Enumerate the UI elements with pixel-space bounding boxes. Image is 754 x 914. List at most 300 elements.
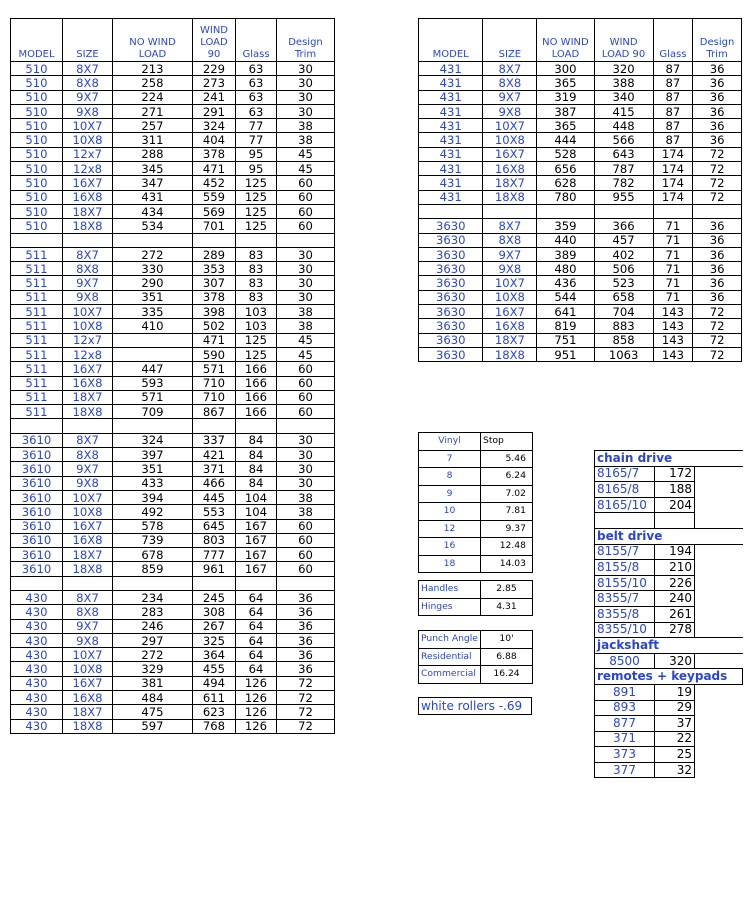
accessory-row <box>595 716 743 732</box>
no-wind-load-cell: 440 <box>537 233 594 247</box>
wind-load-cell: 324 <box>193 119 236 133</box>
table-row <box>11 119 335 133</box>
size-cell: 16X7 <box>63 176 113 190</box>
wind-load-cell: 701 <box>193 219 236 233</box>
glass-cell: 83 <box>236 276 277 290</box>
misc-row-label: Commercial <box>419 666 481 684</box>
accessory-price: 320 <box>655 653 695 669</box>
glass-cell: 71 <box>653 219 692 233</box>
empty-cell <box>695 622 743 638</box>
table-row <box>11 133 335 147</box>
design-trim-cell: 36 <box>693 62 742 76</box>
glass-cell: 84 <box>236 462 277 476</box>
model-cell: 431 <box>419 190 483 204</box>
design-trim-cell: 60 <box>277 519 335 533</box>
table-row <box>419 176 742 190</box>
accessory-group-title: chain drive <box>595 451 743 467</box>
accessory-part-number: 877 <box>595 716 655 732</box>
no-wind-load-cell: 480 <box>537 262 594 276</box>
accessory-group-title: remotes + keypads <box>595 669 743 685</box>
table-row <box>11 705 335 719</box>
header-design-trim: Design Trim <box>693 19 742 62</box>
glass-cell: 126 <box>236 676 277 690</box>
size-cell: 16X7 <box>63 519 113 533</box>
empty-cell <box>695 606 743 622</box>
wind-load-cell: 353 <box>193 262 236 276</box>
glass-cell: 125 <box>236 219 277 233</box>
size-cell: 10X8 <box>483 133 537 147</box>
accessory-price: 37 <box>655 716 695 732</box>
table-row <box>11 376 335 390</box>
design-trim-cell: 72 <box>277 719 335 733</box>
accessory-part-number: 8500 <box>595 653 655 669</box>
wind-load-cell: 245 <box>193 590 236 604</box>
design-trim-cell: 72 <box>277 705 335 719</box>
empty-cell <box>113 233 193 247</box>
empty-cell <box>277 576 335 590</box>
no-wind-load-cell: 257 <box>113 119 193 133</box>
wind-load-cell: 371 <box>193 462 236 476</box>
accessory-part-number: 891 <box>595 684 655 700</box>
accessory-row <box>595 731 743 747</box>
empty-cell <box>483 204 537 218</box>
accessory-group-header <box>595 528 743 544</box>
accessory-row <box>595 606 743 622</box>
design-trim-cell: 38 <box>277 133 335 147</box>
size-cell: 10X7 <box>483 119 537 133</box>
design-trim-cell: 72 <box>693 162 742 176</box>
table-row <box>419 347 742 361</box>
model-cell: 3610 <box>11 476 63 490</box>
size-cell: 8X7 <box>63 247 113 261</box>
model-cell: 431 <box>419 176 483 190</box>
glass-cell: 125 <box>236 190 277 204</box>
accessory-group-header <box>595 638 743 654</box>
no-wind-load-cell: 656 <box>537 162 594 176</box>
glass-cell: 143 <box>653 333 692 347</box>
vinyl-size: 10 <box>419 503 481 521</box>
size-cell: 10X8 <box>63 505 113 519</box>
design-trim-cell: 60 <box>277 176 335 190</box>
design-trim-cell: 38 <box>277 319 335 333</box>
empty-cell <box>236 576 277 590</box>
no-wind-load-cell: 389 <box>537 247 594 261</box>
no-wind-load-cell: 311 <box>113 133 193 147</box>
design-trim-cell: 36 <box>693 104 742 118</box>
table-row <box>11 162 335 176</box>
no-wind-load-cell: 351 <box>113 462 193 476</box>
table-row <box>11 605 335 619</box>
glass-cell: 174 <box>653 147 692 161</box>
wind-load-cell: 506 <box>594 262 653 276</box>
design-trim-cell: 60 <box>277 562 335 576</box>
no-wind-load-cell: 359 <box>537 219 594 233</box>
size-cell: 10X7 <box>63 305 113 319</box>
size-cell: 9X7 <box>483 90 537 104</box>
empty-cell <box>655 513 695 529</box>
table-row <box>419 233 742 247</box>
design-trim-cell: 38 <box>277 505 335 519</box>
design-trim-cell: 36 <box>277 590 335 604</box>
no-wind-load-cell: 246 <box>113 619 193 633</box>
table-row <box>11 448 335 462</box>
design-trim-cell: 60 <box>277 219 335 233</box>
accessory-row <box>595 747 743 763</box>
size-cell: 10X8 <box>483 290 537 304</box>
table-row <box>11 190 335 204</box>
glass-cell: 87 <box>653 119 692 133</box>
wind-load-cell: 445 <box>193 490 236 504</box>
accessory-price: 240 <box>655 591 695 607</box>
size-cell: 16X8 <box>483 162 537 176</box>
design-trim-cell: 72 <box>693 333 742 347</box>
size-cell: 16X7 <box>63 676 113 690</box>
empty-cell <box>695 575 743 591</box>
table-row <box>11 347 335 361</box>
design-trim-cell: 30 <box>277 262 335 276</box>
model-cell: 511 <box>11 319 63 333</box>
design-trim-cell: 36 <box>693 276 742 290</box>
model-cell: 510 <box>11 133 63 147</box>
model-cell: 431 <box>419 133 483 147</box>
empty-cell <box>236 233 277 247</box>
glass-cell: 83 <box>236 247 277 261</box>
wind-load-cell: 623 <box>193 705 236 719</box>
glass-cell: 143 <box>653 305 692 319</box>
stop-price: 9.37 <box>481 520 533 538</box>
glass-cell: 174 <box>653 190 692 204</box>
design-trim-cell: 72 <box>693 147 742 161</box>
no-wind-load-cell: 397 <box>113 448 193 462</box>
table-row <box>11 290 335 304</box>
no-wind-load-cell: 283 <box>113 605 193 619</box>
size-cell: 9X7 <box>63 276 113 290</box>
model-cell: 431 <box>419 90 483 104</box>
wind-load-cell: 787 <box>594 162 653 176</box>
glass-cell: 87 <box>653 90 692 104</box>
misc-row-value: 10' <box>481 631 533 649</box>
size-cell: 16X8 <box>63 533 113 547</box>
table-row <box>419 90 742 104</box>
model-cell: 3610 <box>11 433 63 447</box>
glass-cell: 167 <box>236 548 277 562</box>
no-wind-load-cell: 475 <box>113 705 193 719</box>
size-cell: 10X8 <box>63 133 113 147</box>
glass-cell: 126 <box>236 719 277 733</box>
glass-cell: 166 <box>236 362 277 376</box>
accessory-row <box>595 544 743 560</box>
vinyl-size: 8 <box>419 468 481 486</box>
no-wind-load-cell: 297 <box>113 633 193 647</box>
glass-cell: 167 <box>236 519 277 533</box>
model-cell: 3630 <box>419 319 483 333</box>
empty-cell <box>113 419 193 433</box>
no-wind-load-cell: 578 <box>113 519 193 533</box>
empty-cell <box>695 762 743 778</box>
size-cell: 16X8 <box>63 190 113 204</box>
model-cell: 3630 <box>419 219 483 233</box>
header-no-wind-load: NO WIND LOAD <box>537 19 594 62</box>
wind-load-cell: 471 <box>193 333 236 347</box>
glass-cell: 143 <box>653 319 692 333</box>
size-cell: 10X8 <box>63 662 113 676</box>
empty-cell <box>277 419 335 433</box>
accessory-price: 278 <box>655 622 695 638</box>
table-row <box>11 490 335 504</box>
vinyl-row <box>419 555 533 573</box>
model-cell: 511 <box>11 376 63 390</box>
table-row <box>11 362 335 376</box>
model-cell: 431 <box>419 147 483 161</box>
size-cell: 18X8 <box>63 562 113 576</box>
header-glass: Glass <box>236 19 277 62</box>
vinyl-size: 18 <box>419 555 481 573</box>
size-cell: 16X7 <box>483 305 537 319</box>
size-cell: 12x8 <box>63 347 113 361</box>
no-wind-load-cell: 290 <box>113 276 193 290</box>
table-row <box>11 548 335 562</box>
size-cell: 10X7 <box>483 276 537 290</box>
no-wind-load-cell: 288 <box>113 147 193 161</box>
design-trim-cell: 60 <box>277 548 335 562</box>
no-wind-load-cell: 351 <box>113 290 193 304</box>
stop-price: 7.81 <box>481 503 533 521</box>
model-cell: 3630 <box>419 276 483 290</box>
size-cell: 8X7 <box>483 219 537 233</box>
design-trim-cell: 36 <box>277 662 335 676</box>
design-trim-cell: 36 <box>693 133 742 147</box>
no-wind-load-cell: 271 <box>113 104 193 118</box>
wind-load-cell: 590 <box>193 347 236 361</box>
no-wind-load-cell: 213 <box>113 62 193 76</box>
size-cell: 16X7 <box>483 147 537 161</box>
design-trim-cell: 30 <box>277 462 335 476</box>
table-row <box>11 433 335 447</box>
spacer-row <box>11 419 335 433</box>
table-row <box>11 305 335 319</box>
table-row <box>11 176 335 190</box>
design-trim-cell: 38 <box>277 119 335 133</box>
wind-load-cell: 457 <box>594 233 653 247</box>
empty-cell <box>695 544 743 560</box>
size-cell: 16X8 <box>63 376 113 390</box>
model-cell: 3630 <box>419 233 483 247</box>
model-cell: 511 <box>11 390 63 404</box>
wind-load-cell: 402 <box>594 247 653 261</box>
accessory-row <box>595 762 743 778</box>
spacer-row <box>419 204 742 218</box>
empty-cell <box>595 513 655 529</box>
glass-cell: 63 <box>236 76 277 90</box>
model-cell: 430 <box>11 705 63 719</box>
glass-cell: 71 <box>653 262 692 276</box>
no-wind-load-cell <box>113 347 193 361</box>
empty-cell <box>537 204 594 218</box>
no-wind-load-cell: 593 <box>113 376 193 390</box>
accessory-row <box>595 653 743 669</box>
size-cell: 9X7 <box>483 247 537 261</box>
model-cell: 510 <box>11 62 63 76</box>
hardware-row-label: Handles <box>419 581 481 599</box>
model-cell: 511 <box>11 262 63 276</box>
accessory-price: 188 <box>655 482 695 498</box>
model-cell: 3610 <box>11 519 63 533</box>
wind-load-cell: 291 <box>193 104 236 118</box>
size-cell: 8X8 <box>63 262 113 276</box>
empty-cell <box>695 513 743 529</box>
no-wind-load-cell: 819 <box>537 319 594 333</box>
model-cell: 3610 <box>11 562 63 576</box>
glass-cell: 174 <box>653 176 692 190</box>
empty-cell <box>695 560 743 576</box>
glass-cell: 63 <box>236 104 277 118</box>
wind-load-cell: 643 <box>594 147 653 161</box>
size-cell: 16X8 <box>483 319 537 333</box>
design-trim-cell: 45 <box>277 162 335 176</box>
design-trim-cell: 30 <box>277 276 335 290</box>
wind-load-cell: 858 <box>594 333 653 347</box>
glass-cell: 125 <box>236 176 277 190</box>
design-trim-cell: 72 <box>277 691 335 705</box>
size-cell: 9X8 <box>63 476 113 490</box>
wind-load-cell: 320 <box>594 62 653 76</box>
misc-row-value: 6.88 <box>481 648 533 666</box>
no-wind-load-cell: 330 <box>113 262 193 276</box>
empty-cell <box>63 576 113 590</box>
model-cell: 511 <box>11 305 63 319</box>
model-cell: 3630 <box>419 247 483 261</box>
wind-load-cell: 378 <box>193 290 236 304</box>
size-cell: 9X7 <box>63 619 113 633</box>
empty-cell <box>695 497 743 513</box>
size-cell: 9X7 <box>63 90 113 104</box>
accessory-price: 194 <box>655 544 695 560</box>
design-trim-cell: 45 <box>277 347 335 361</box>
accessory-part-number: 8165/8 <box>595 482 655 498</box>
accessory-price: 226 <box>655 575 695 591</box>
no-wind-load-cell: 431 <box>113 190 193 204</box>
no-wind-load-cell: 433 <box>113 476 193 490</box>
design-trim-cell: 60 <box>277 390 335 404</box>
model-cell: 510 <box>11 190 63 204</box>
no-wind-load-cell: 394 <box>113 490 193 504</box>
vinyl-table <box>418 432 533 573</box>
accessory-row <box>595 482 743 498</box>
model-cell: 3630 <box>419 290 483 304</box>
design-trim-cell: 36 <box>277 605 335 619</box>
glass-cell: 95 <box>236 147 277 161</box>
design-trim-cell: 30 <box>277 104 335 118</box>
model-cell: 510 <box>11 119 63 133</box>
glass-cell: 71 <box>653 247 692 261</box>
empty-cell <box>695 653 743 669</box>
size-cell: 18X7 <box>63 390 113 404</box>
table-row <box>11 519 335 533</box>
table-row <box>11 633 335 647</box>
glass-cell: 83 <box>236 290 277 304</box>
size-cell: 9X8 <box>63 104 113 118</box>
design-trim-cell: 72 <box>693 176 742 190</box>
table-row <box>11 719 335 733</box>
wind-load-cell: 1063 <box>594 347 653 361</box>
design-trim-cell: 60 <box>277 376 335 390</box>
no-wind-load-cell: 544 <box>537 290 594 304</box>
empty-cell <box>11 576 63 590</box>
wind-load-cell: 777 <box>193 548 236 562</box>
glass-cell: 103 <box>236 305 277 319</box>
table-row <box>11 247 335 261</box>
table-row <box>419 119 742 133</box>
misc-row <box>419 631 533 649</box>
table-row <box>11 562 335 576</box>
wind-load-cell: 645 <box>193 519 236 533</box>
design-trim-cell: 45 <box>277 333 335 347</box>
design-trim-cell: 36 <box>277 633 335 647</box>
no-wind-load-cell: 345 <box>113 162 193 176</box>
model-cell: 3630 <box>419 305 483 319</box>
table-row <box>11 262 335 276</box>
model-cell: 430 <box>11 662 63 676</box>
design-trim-cell: 60 <box>277 204 335 218</box>
size-cell: 9X8 <box>63 633 113 647</box>
accessory-row <box>595 575 743 591</box>
model-cell: 431 <box>419 62 483 76</box>
model-cell: 3630 <box>419 262 483 276</box>
design-trim-cell: 36 <box>693 290 742 304</box>
wind-load-cell: 569 <box>193 204 236 218</box>
size-cell: 8X8 <box>63 605 113 619</box>
hardware-table <box>418 580 533 616</box>
model-cell: 431 <box>419 162 483 176</box>
accessory-price: 32 <box>655 762 695 778</box>
table-row <box>419 147 742 161</box>
wind-load-cell: 803 <box>193 533 236 547</box>
design-trim-cell: 60 <box>277 533 335 547</box>
wind-load-cell: 448 <box>594 119 653 133</box>
wind-load-cell: 340 <box>594 90 653 104</box>
glass-cell: 84 <box>236 448 277 462</box>
wind-load-cell: 494 <box>193 676 236 690</box>
model-cell: 430 <box>11 648 63 662</box>
wind-load-cell: 955 <box>594 190 653 204</box>
stop-price: 6.24 <box>481 468 533 486</box>
no-wind-load-cell: 484 <box>113 691 193 705</box>
glass-cell: 104 <box>236 505 277 519</box>
wind-load-cell: 289 <box>193 247 236 261</box>
spacer-row <box>11 576 335 590</box>
no-wind-load-cell: 678 <box>113 548 193 562</box>
accessory-row <box>595 622 743 638</box>
design-trim-cell: 30 <box>277 433 335 447</box>
table-row <box>11 76 335 90</box>
wind-load-cell: 559 <box>193 190 236 204</box>
no-wind-load-cell: 628 <box>537 176 594 190</box>
size-cell: 8X7 <box>63 433 113 447</box>
size-cell: 18X8 <box>483 190 537 204</box>
model-cell: 510 <box>11 219 63 233</box>
no-wind-load-cell: 258 <box>113 76 193 90</box>
no-wind-load-cell: 709 <box>113 405 193 419</box>
vinyl-size: 12 <box>419 520 481 538</box>
wind-load-cell: 523 <box>594 276 653 290</box>
design-trim-cell: 30 <box>277 76 335 90</box>
accessory-price: 261 <box>655 606 695 622</box>
no-wind-load-cell: 234 <box>113 590 193 604</box>
no-wind-load-cell: 329 <box>113 662 193 676</box>
table-row <box>419 76 742 90</box>
empty-cell <box>695 466 743 482</box>
empty-cell <box>277 233 335 247</box>
